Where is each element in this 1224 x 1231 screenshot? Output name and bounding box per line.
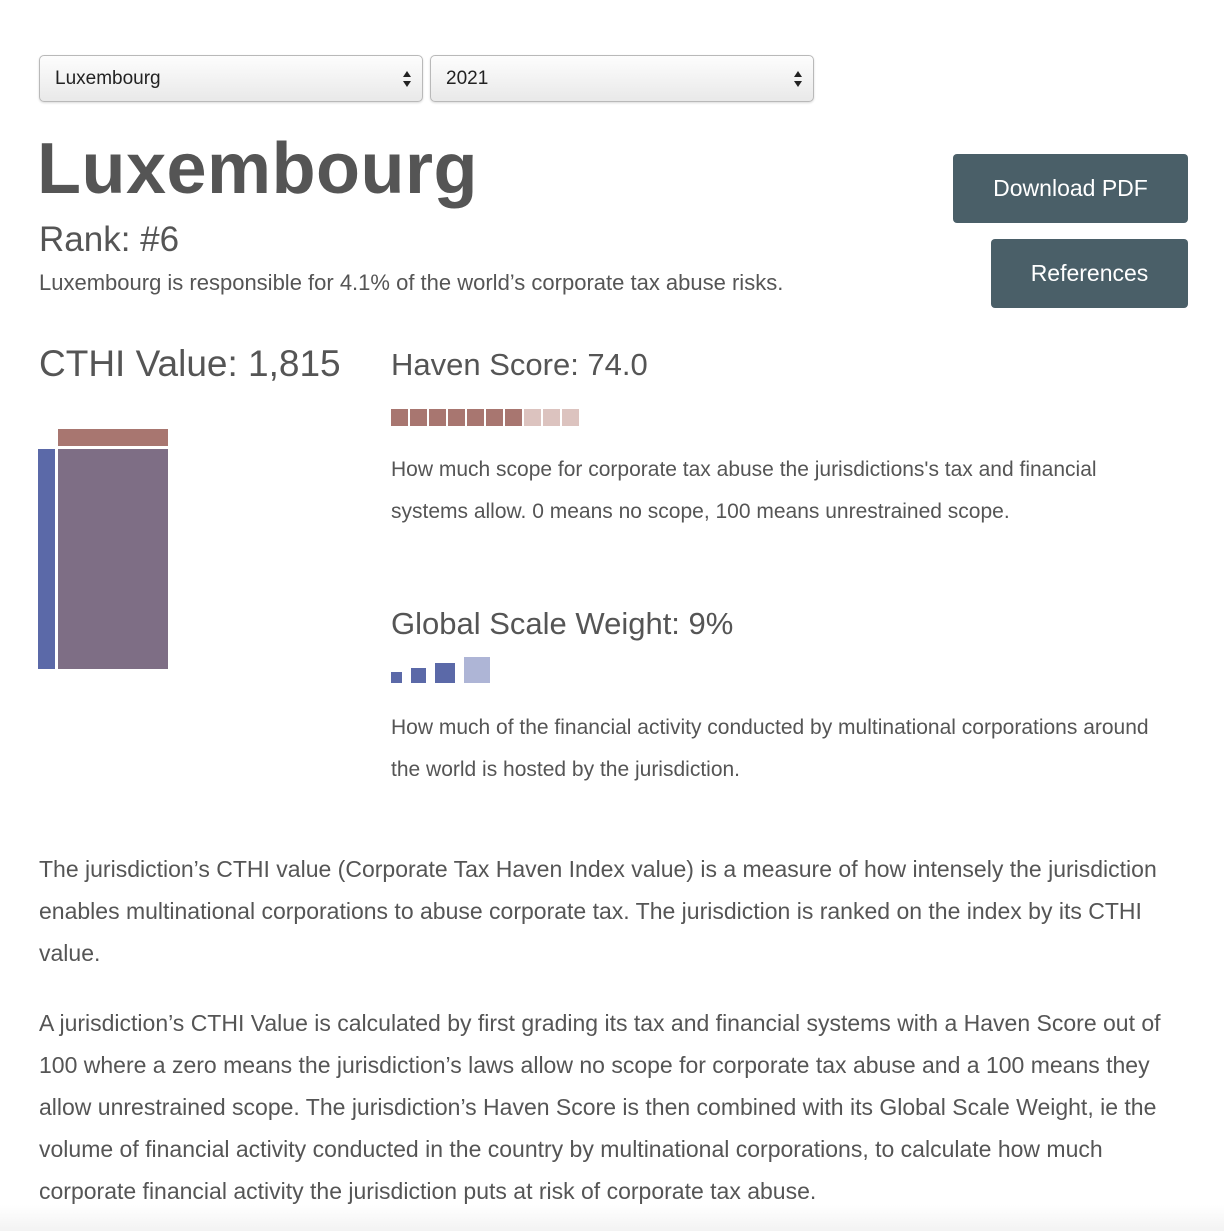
scale-square <box>411 668 426 683</box>
country-select-value: Luxembourg <box>55 68 161 89</box>
cthi-area-bar <box>58 449 168 669</box>
haven-score-bar <box>58 429 168 446</box>
haven-score-description: How much scope for corporate tax abuse the jurisdictions's tax and financial systems allow. 0 means no scope, 100 means unrestrained scope. <box>391 458 1097 523</box>
global-scale-weight-label: Global Scale Weight: 9% <box>391 606 734 641</box>
haven-score-label: Haven Score: 74.0 <box>391 347 648 382</box>
year-select[interactable] <box>430 55 814 102</box>
haven-square <box>562 409 579 426</box>
haven-square <box>429 409 446 426</box>
scale-square <box>435 663 455 683</box>
global-scale-squares <box>391 655 511 685</box>
haven-score-squares <box>391 408 586 428</box>
haven-square <box>448 409 465 426</box>
scale-square <box>464 657 490 683</box>
summary-text: Luxembourg is responsible for 4.1% of the world’s corporate tax abuse risks. <box>39 270 784 295</box>
page-title: Luxembourg <box>37 129 479 209</box>
year-select-value: 2021 <box>446 68 489 89</box>
haven-square <box>467 409 484 426</box>
haven-square <box>543 409 560 426</box>
global-scale-bar <box>38 449 55 669</box>
rank-label: Rank: #6 <box>39 220 180 259</box>
cthi-bar-graphic <box>38 428 170 671</box>
haven-square <box>505 409 522 426</box>
global-scale-description: How much of the financial activity conducted by multinational corporations around the world is hosted by the jurisdiction. <box>391 716 1149 781</box>
haven-square <box>391 409 408 426</box>
haven-square <box>410 409 427 426</box>
select-arrows-icon <box>402 69 412 89</box>
scale-square <box>391 672 402 683</box>
country-select[interactable] <box>39 55 423 102</box>
download-pdf-button[interactable]: Download PDF <box>953 154 1188 223</box>
cthi-calculation-paragraph: A jurisdiction’s CTHI Value is calculated by first grading its tax and financial systems with a Haven Score out of 100 where a zero means the jurisdiction’s laws allow no scope for corporate tax abuse and a 100 means they allow unrestrained scope. The jurisdiction’s Haven Score is then combined with its Global Scale Weight, ie the volume of financial activity conducted in the country by multinational corporations, to calculate how much corporate financial activity the jurisdiction puts at risk of corporate tax abuse. <box>39 1010 1161 1204</box>
bottom-edge <box>0 1205 1224 1231</box>
references-button[interactable]: References <box>991 239 1188 308</box>
haven-square <box>486 409 503 426</box>
haven-square <box>524 409 541 426</box>
cthi-value-label: CTHI Value: 1,815 <box>39 343 341 384</box>
select-arrows-icon <box>793 69 803 89</box>
cthi-explanation-paragraph: The jurisdiction’s CTHI value (Corporate Tax Haven Index value) is a measure of how intensely the jurisdiction enables multinational corporations to abuse corporate tax. The jurisdiction is ranked on the index by its CTHI value. <box>39 856 1157 966</box>
